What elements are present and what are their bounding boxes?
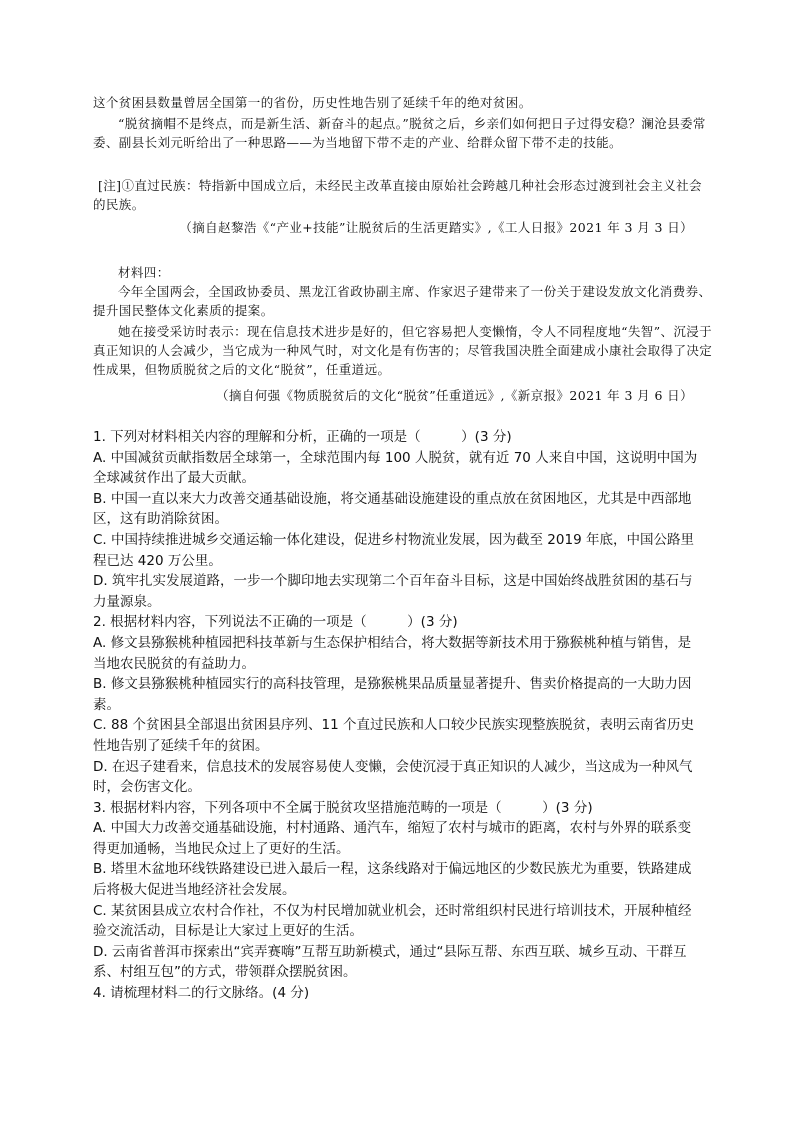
option-d: D. 云南省普洱市探索出“宾弄赛嗨”互帮互助新模式，通过“县际互帮、东西互联、城乡互动、干群互系、村组互包”的方式，带领群众摆脱贫困。 [93,943,687,981]
material4-source: （摘自何强《物质脱贫后的文化“脱贫”任重道远》,《新京报》2021 年 3 月 6 日） [216,388,693,403]
option-c: C. 某贫困县成立农村合作社，不仅为村民增加就业机会，还时常组织村民进行培训技术，开展种植经验交流活动，目标是让大家过上更好的生活。 [93,902,692,940]
question-4 [93,983,703,1004]
material3-paragraph-1: 这个贫困县数量曾居全国第一的省份，历史性地告别了延续千年的绝对贫困。 [93,95,532,110]
option-d: D. 筑牢扎实发展道路，一步一个脚印地去实现第二个百年奋斗目标，这是中国始终战胜贫困的基石与力量源泉。 [93,573,693,610]
option-b: B. 塔里木盆地环线铁路建设已进入最后一程，这条线路对于偏远地区的少数民族尤为重要，铁路建成后将极大促进当地经济社会发展。 [93,861,692,899]
option-a: A. 修文县猕猴桃种植园把科技革新与生态保护相结合，将大数据等新技术用于猕猴桃种植与销售，是当地农民脱贫的有益助力。 [93,634,692,672]
questions-block [93,427,703,1004]
question-stem: 3. 根据材料内容，下列各项中不全属于脱贫攻坚措施范畴的一项是（ ）(3 分) [93,799,593,816]
option-b: B. 中国一直以来大力改善交通基础设施，将交通基础设施建设的重点放在贫困地区，尤其是中西部地区，这有助消除贫困。 [93,490,692,528]
question-1 [93,427,703,612]
material4-paragraph-2: 她在接受采访时表示：现在信息技术进步是好的，但它容易把人变懒惰，令人不同程度地“失智”、沉浸于真正知识的人会减少，当它成为一种风气时，对文化是有伤害的；尽管我国决胜全面建成小康社会取得了决定性成果，但物质脱贫之后的文化“脱贫”，任重道远。 [93,324,713,377]
option-a: A. 中国大力改善交通基础设施，村村通路、通汽车，缩短了农村与城市的距离，农村与外界的联系变得更加通畅，当地民众过上了更好的生活。 [93,820,692,857]
material3-source: （摘自赵黎浩《“产业+技能”让脱贫后的生活更踏实》,《工人日报》2021 年 3 月 3 日） [179,220,693,235]
question-3 [93,798,703,983]
question-stem: 2. 根据材料内容，下列说法不正确的一项是（ ）(3 分) [93,614,458,631]
question-stem: 1. 下列对材料相关内容的理解和分析，正确的一项是（ ）(3 分) [93,429,512,445]
option-d: D. 在迟子建看来，信息技术的发展容易使人变懒，会使沉浸于真正知识的人减少，当这成为一种风气时，会伤害文化。 [93,758,693,796]
material3-note: [注]①直过民族：特指新中国成立后，未经民主改革直接由原始社会跨越几种社会形态过渡到社会主义社会的民族。 [93,178,702,212]
question-2 [93,612,703,797]
question-stem: 4. 请梳理材料二的行文脉络。(4 分) [93,985,310,1002]
option-c: C. 中国持续推进城乡交通运输一体化建设，促进乡村物流业发展，因为截至 2019 年底，中国公路里程已达 420 万公里。 [93,531,694,569]
material3-paragraph-2: “脱贫摘帽不是终点，而是新生活、新奋斗的起点。”脱贫之后，乡亲们如何把日子过得安稳？澜沧县委常委、副县长刘元昕给出了一种思路——为当地留下带不走的产业、给群众留下带不走的技能。 [93,116,706,150]
material4-paragraph-1: 今年全国两会，全国政协委员、黑龙江省政协副主席、作家迟子建带来了一份关于建设发放文化消费券、提升国民整体文化素质的提案。 [93,284,712,318]
option-a: A. 中国减贫贡献指数居全球第一，全球范围内每 100 人脱贫，就有近 70 人来自中国，这说明中国为全球减贫作出了最大贡献。 [93,449,698,487]
material4-heading: 材料四： [118,265,170,280]
option-b: B. 修文县猕猴桃种植园实行的高科技管理，是猕猴桃果品质量显著提升、售卖价格提高的一大助力因素。 [93,676,692,713]
option-c: C. 88 个贫困县全部退出贫困县序列、11 个直过民族和人口较少民族实现整族脱贫，表明云南省历史性地告别了延续千年的贫困。 [93,717,694,754]
